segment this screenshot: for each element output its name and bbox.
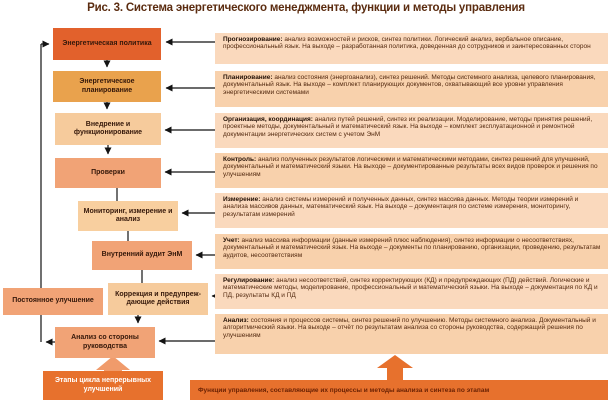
function-block-measurement	[215, 193, 608, 228]
function-heading: Прогнозирование:	[223, 35, 283, 43]
stage-box-continual-improvement: Постоянное улучшение	[3, 288, 103, 315]
legend-bar-label: Функции управления, составляющие их процессы и методы анализа и синтеза по этапам	[198, 386, 490, 394]
function-body: анализ массива информации (данные измерений плюс наблюдения), синтез информации о несоответствиях, документальный и математический язык. На выходе – документы по планированию, организации, проведению, результатам аудитов, несоответствиям	[223, 236, 601, 260]
function-heading: Учет:	[223, 236, 240, 244]
function-body: анализ полученных результатов логическими и математическими методами, синтез решений для улучшений, документальный и математический языки. На выходе – документированные результаты всех видов проверок и решения по улучшениям	[223, 155, 598, 179]
function-block-organization	[215, 113, 608, 148]
legend-bar-functions	[190, 380, 608, 400]
function-block-analysis	[215, 314, 608, 354]
function-body: анализ состояния (энергоанализ), синтез решений. Методы системного анализа, целевого планирования, документальный язык. На выходе – комплект планирующих документов, охватывающий все уровни управления энергетическими системами	[223, 73, 596, 97]
function-heading: Анализ:	[223, 316, 249, 324]
function-body: анализ системы измерений и полученных данных, синтез массива данных. Методы теории измерений и анализа массивов данных, математический язык. На выходе – документация по системе измерения, мониторингу, результатам измерений	[223, 195, 579, 219]
legend-box-cycle-stages: Этапы цикла непрерывных улучшений	[43, 371, 163, 400]
stage-box-management-review: Анализ со стороны руководства	[55, 327, 155, 358]
functions-up-arrow	[377, 355, 413, 381]
function-body: состояния и процессов системы, синтез решений по улучшению. Методы системного анализа. Документальный и алгоритмический языки. На выходе – отчёт по результатам анализа со стороны руководства, содержащий решения по улучшениям	[223, 316, 596, 340]
stage-box-checks: Проверки	[55, 158, 161, 188]
stage-box-energy-planning: Энергетическое планирование	[53, 71, 161, 102]
function-heading: Планирование:	[223, 73, 273, 81]
function-block-accounting	[215, 234, 608, 269]
function-block-forecasting	[215, 33, 608, 64]
figure-title: Рис. 3. Система энергетического менеджмента, функции и методы управления	[87, 2, 525, 14]
function-heading: Контроль:	[223, 155, 257, 163]
stage-box-internal-audit: Внутренний аудит ЭнМ	[92, 241, 192, 270]
function-body: анализ несоответствий, синтез корректирующих (КД) и предупреждающих (ПД) действий. Логические и математические методы, моделирование, профессиональный и математический языки. На выходе – документация по КД и ПД, результаты КД и ПД	[223, 276, 598, 300]
function-body: анализ возможностей и рисков, синтез политики. Логический анализ, вербальное описание, профессиональный язык. На выходе – разработанная политика, доведенная до сотрудников и заинтересованных сторон	[223, 35, 591, 51]
stage-box-energy-policy: Энергетическая политика	[53, 28, 161, 60]
stage-box-implementation: Внедрение и функционирование	[55, 113, 161, 145]
stage-box-monitoring: Мониторинг, измерение и анализ	[78, 201, 178, 231]
function-block-regulation	[215, 274, 608, 309]
stage-box-corrective-actions: Коррекция и предупреждающие действия	[108, 283, 208, 315]
function-heading: Организация, координация:	[223, 115, 313, 123]
function-heading: Измерение:	[223, 195, 261, 203]
function-block-planning	[215, 71, 608, 107]
function-heading: Регулирование:	[223, 276, 275, 284]
function-block-control	[215, 153, 608, 188]
function-body: анализ путей решений, синтез их реализации. Моделирование, методы принятия решений, проектные методы, документальный и математический язык. На выходе – комплект эксплуатационной и ремонтной документации энергетических систем с учетом ЭнМ	[223, 115, 593, 139]
